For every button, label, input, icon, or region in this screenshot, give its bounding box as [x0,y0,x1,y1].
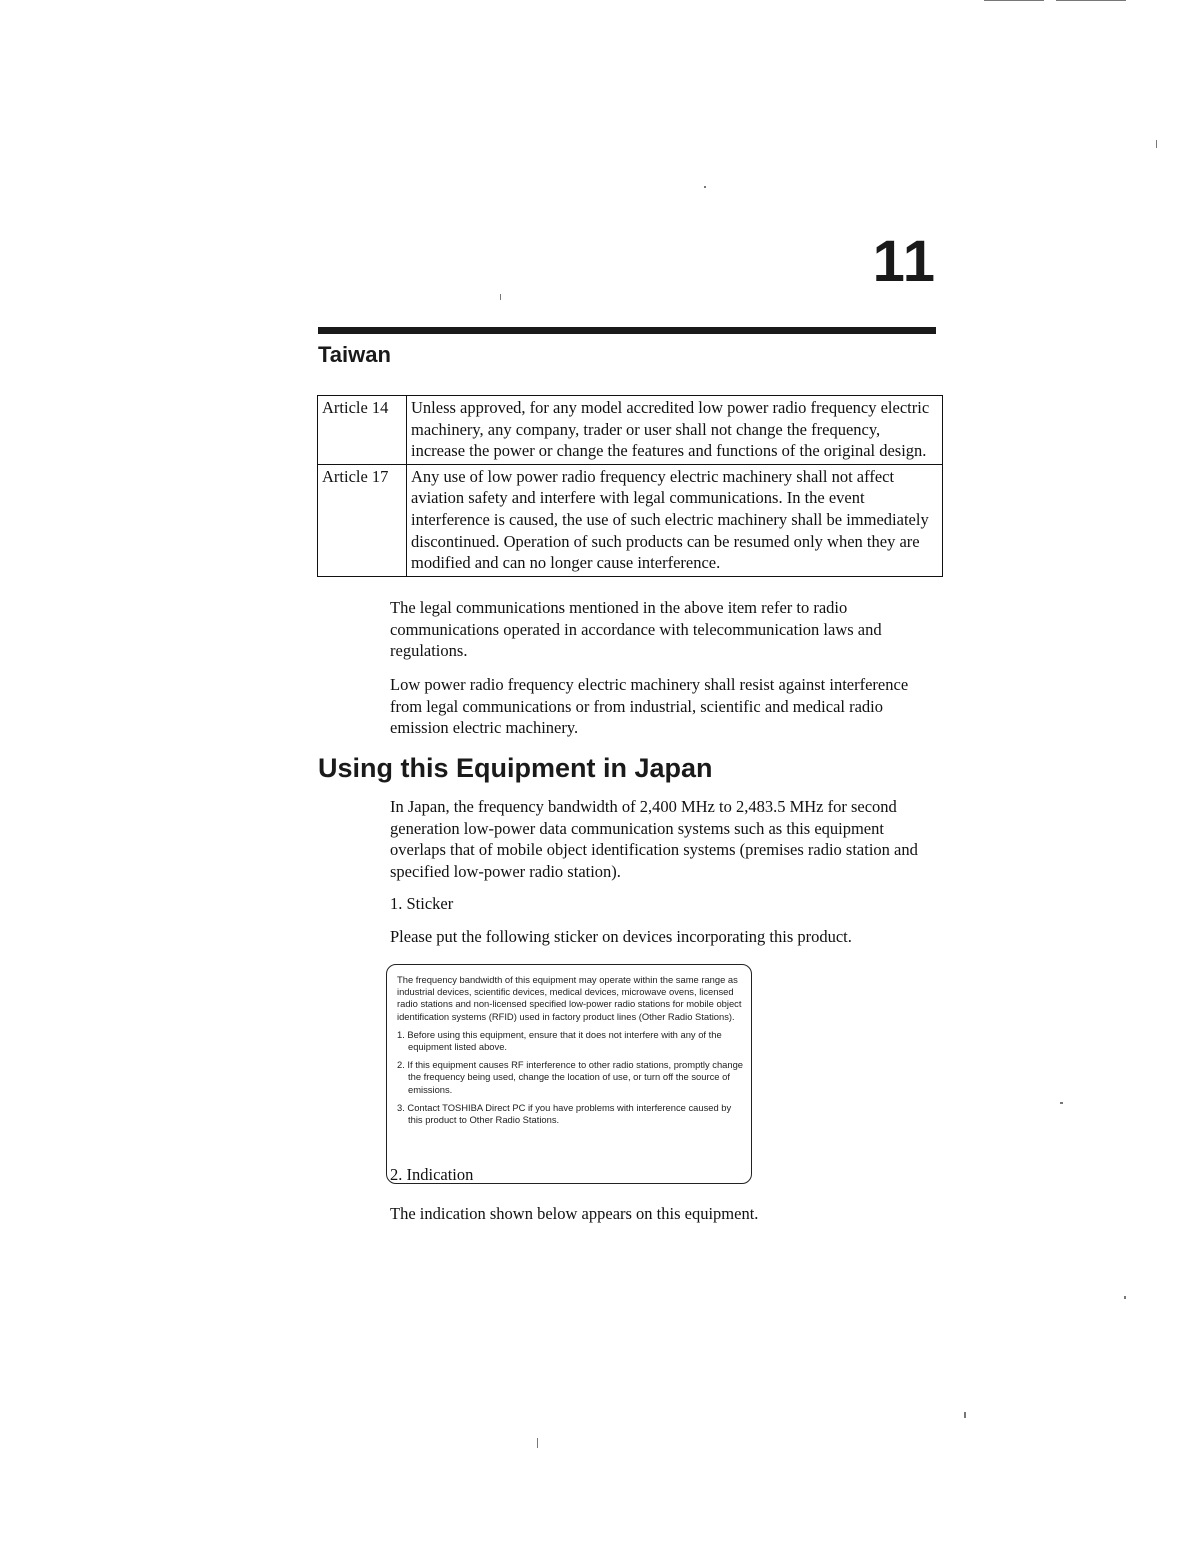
header-rule [318,327,936,334]
section-heading-taiwan: Taiwan [318,342,391,367]
scan-mark [964,1412,966,1418]
article-label: Article 17 [318,464,407,576]
scan-mark [537,1438,538,1448]
table-row [318,464,943,576]
scan-mark [500,294,501,300]
list-item-title-indication-text: 2. Indication [390,1165,474,1184]
sticker-intro: The frequency bandwidth of this equipment may operate within the same range as industrial devices, scientific devices, medical devices, microwave ovens, licensed radio stations and non-licensed specified low-power radio stations for mobile object identification systems (RFID) used in factory product lines (Other Radio Stations). [397,974,742,1022]
paragraph-indication: The indication shown below appears on this equipment. [390,1204,759,1223]
paragraph-sticker-instruction: Please put the following sticker on devices incorporating this product. [390,927,852,946]
scan-mark [1156,140,1157,148]
sticker-item: 3. Contact TOSHIBA Direct PC if you have problems with interference caused by this product to Other Radio Stations. [397,1101,732,1126]
sticker-label [386,964,752,1184]
paragraph-legal-communications: The legal communications mentioned in the above item refer to radio communications operated in accordance with telecommunication laws and regulations. [390,598,882,660]
page-number: 11 [872,229,936,294]
scan-mark [1124,1296,1126,1299]
list-item-title-sticker: 1. Sticker [390,894,454,913]
sticker-list [397,1029,745,1126]
section-heading-japan: Using this Equipment in Japan [318,753,713,783]
paragraph-japan-intro: In Japan, the frequency bandwidth of 2,400 MHz to 2,483.5 MHz for second generation low-power data communication systems such as this equipment overlaps that of mobile object identification systems (premises radio station and specified low-power radio station). [390,797,918,881]
article-label: Article 14 [318,396,407,465]
scan-mark [704,186,706,188]
article-text: Unless approved, for any model accredited low power radio frequency electric machinery, any company, trader or user shall not change the frequency, increase the power or change the features and functions of the original design. [407,396,943,465]
sticker-item: 1. Before using this equipment, ensure that it does not interfere with any of the equipment listed above. [397,1028,722,1053]
scan-mark [984,0,1044,1]
paragraph-interference-resistance: Low power radio frequency electric machinery shall resist against interference from legal communications or from industrial, scientific and medical radio emission electric machinery. [390,675,909,737]
article-text: Any use of low power radio frequency electric machinery shall not affect aviation safety and interfere with legal communications. In the event interference is caused, the use of such electric machinery shall be immediately discontinued. Operation of such products can be resumed only when they are modified and can no longer cause interference. [407,464,943,576]
table-row [318,396,943,465]
scan-mark [1060,1102,1063,1104]
scan-mark [1056,0,1126,1]
articles-table [317,395,943,577]
sticker-item: 2. If this equipment causes RF interference to other radio stations, promptly change the frequency being used, change the location of use, or turn off the source of emissions. [397,1059,744,1095]
